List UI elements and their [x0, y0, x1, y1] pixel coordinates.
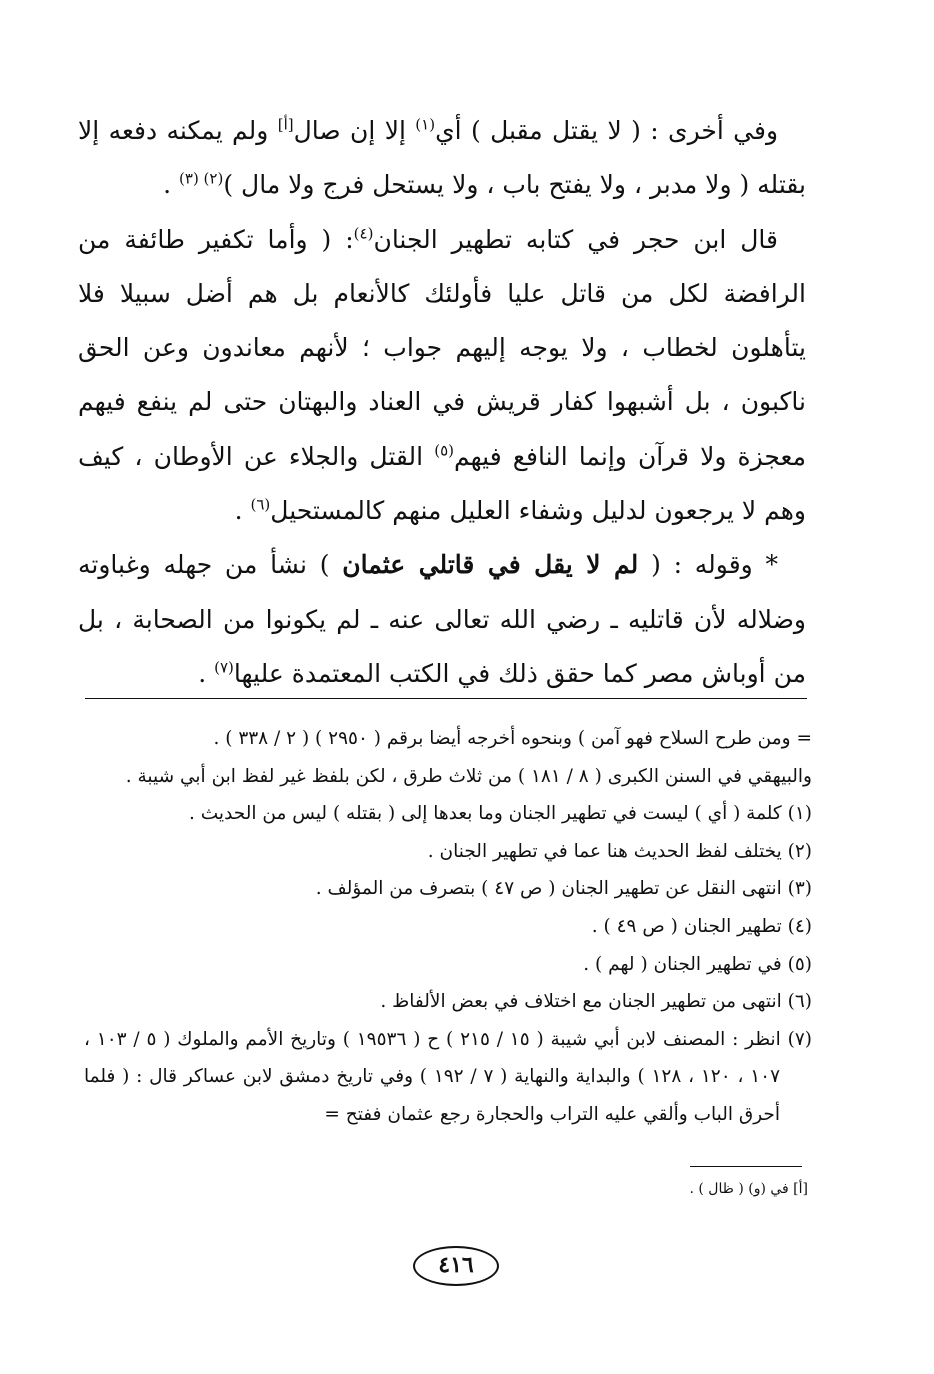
footnote-continuation: = ومن طرح السلاح فهو آمن ) وبنحوه أخرجه أيضا برقم ( ٢٩٥٠ ) ( ٢ / ٣٣٨ ) .: [213, 728, 812, 749]
footnote-7: (٧) انظر : المصنف لابن أبي شيبة ( ١٥ / ٢١٥ ) ح ( ١٩٥٣٦ ) وتاريخ الأمم والملوك ( ٥ / ١٠٣ ، ١٠٧ ، ١٢٠ ، ١٢٨ ) والبداية والنهاية ( ٧ / ١٩٢ ) وفي تاريخ دمشق لابن عساكر قال : ( فلما أحرق الباب وألقي عليه التراب والحجارة رجع عثمان ففتح =: [84, 1028, 813, 1125]
paragraph-2: [78, 213, 806, 539]
footnote-divider: [85, 698, 807, 699]
text-run: ولم يمكنه دفعه إلا بقتله ( ولا مدبر ، ولا يفتح باب ، ولا يستحل فرج ولا مال ): [78, 116, 806, 200]
editor-note-ref: [أ]: [277, 115, 294, 134]
footnote-ref: (٢) (٣): [179, 169, 224, 188]
text-run: قال ابن حجر في كتابه تطهير الجنان: [373, 224, 778, 254]
main-text: [78, 104, 806, 701]
footnote-ref: (٦): [250, 495, 271, 514]
text-run: ) نشأ من جهله وغباوته وضلاله لأن قاتليه ـ رضي الله تعالى عنه ـ لم يكونوا من الصحابة ، بل من أوباش مصر كما حقق ذلك في الكتب المعتمدة عليها: [78, 550, 806, 688]
footnote-6: (٦) انتهى من تطهير الجنان مع اختلاف في بعض الألفاظ .: [380, 991, 812, 1013]
footnote-5: (٥) في تطهير الجنان ( لهم ) .: [583, 953, 812, 975]
footnote-continuation: والبيهقي في السنن الكبرى ( ٨ / ١٨١ ) من ثلاث طرق ، لكن بلفظ غير لفظ ابن أبي شيبة .: [125, 765, 812, 787]
editor-note-divider: [690, 1166, 802, 1167]
footnote-2: (٢) يختلف لفظ الحديث هنا عما في تطهير الجنان .: [427, 840, 812, 862]
text-run: إلا إن صال: [293, 116, 416, 145]
footnote-1: (١) كلمة ( أي ) ليست في تطهير الجنان وما بعدها إلى ( بقتله ) ليس من الحديث .: [189, 803, 812, 825]
footnote-ref: (٧): [214, 658, 234, 677]
footnote-ref: (٤): [353, 224, 374, 243]
text-run: .: [163, 170, 180, 200]
footnote-4: (٤) تطهير الجنان ( ص ٤٩ ) .: [591, 915, 812, 937]
footnote-ref: (١): [415, 115, 436, 134]
paragraph-3: [78, 538, 806, 701]
editor-note: [أ] في (و) ( ظال ) .: [689, 1181, 808, 1197]
text-run: القتل والجلاء عن الأوطان ، كيف وهم لا يرجعون لدليل وشفاء العليل منهم كالمستحيل: [78, 441, 806, 526]
footnote-ref: (٥): [434, 441, 454, 460]
page-number: ٤١٦: [413, 1246, 499, 1286]
text-run: * وقوله : (: [638, 550, 779, 580]
text-run: .: [198, 658, 215, 688]
footnotes: [84, 720, 812, 1134]
quoted-phrase: لم لا يقل في قاتلي عثمان: [342, 550, 639, 580]
text-run: وفي أخرى : ( لا يقتل مقبل ) أي: [435, 116, 779, 145]
text-run: .: [234, 496, 251, 526]
footnote-3: (٣) انتهى النقل عن تطهير الجنان ( ص ٤٧ ) بتصرف من المؤلف .: [315, 878, 812, 900]
text-run: : ( وأما تكفير طائفة من الرافضة لكل من قاتل عليا فأولئك كالأنعام بل هم أضل سبيلا فلا يتأهلون لخطاب ، ولا يوجه إليهم جواب ؛ لأنهم معاندون وعن الحق ناكبون ، بل أشبهوا كفار قريش في العناد والبهتان حتى لم ينفع فيهم معجزة ولا قرآن وإنما النافع فيهم: [78, 224, 807, 471]
paragraph-1: [78, 104, 806, 213]
